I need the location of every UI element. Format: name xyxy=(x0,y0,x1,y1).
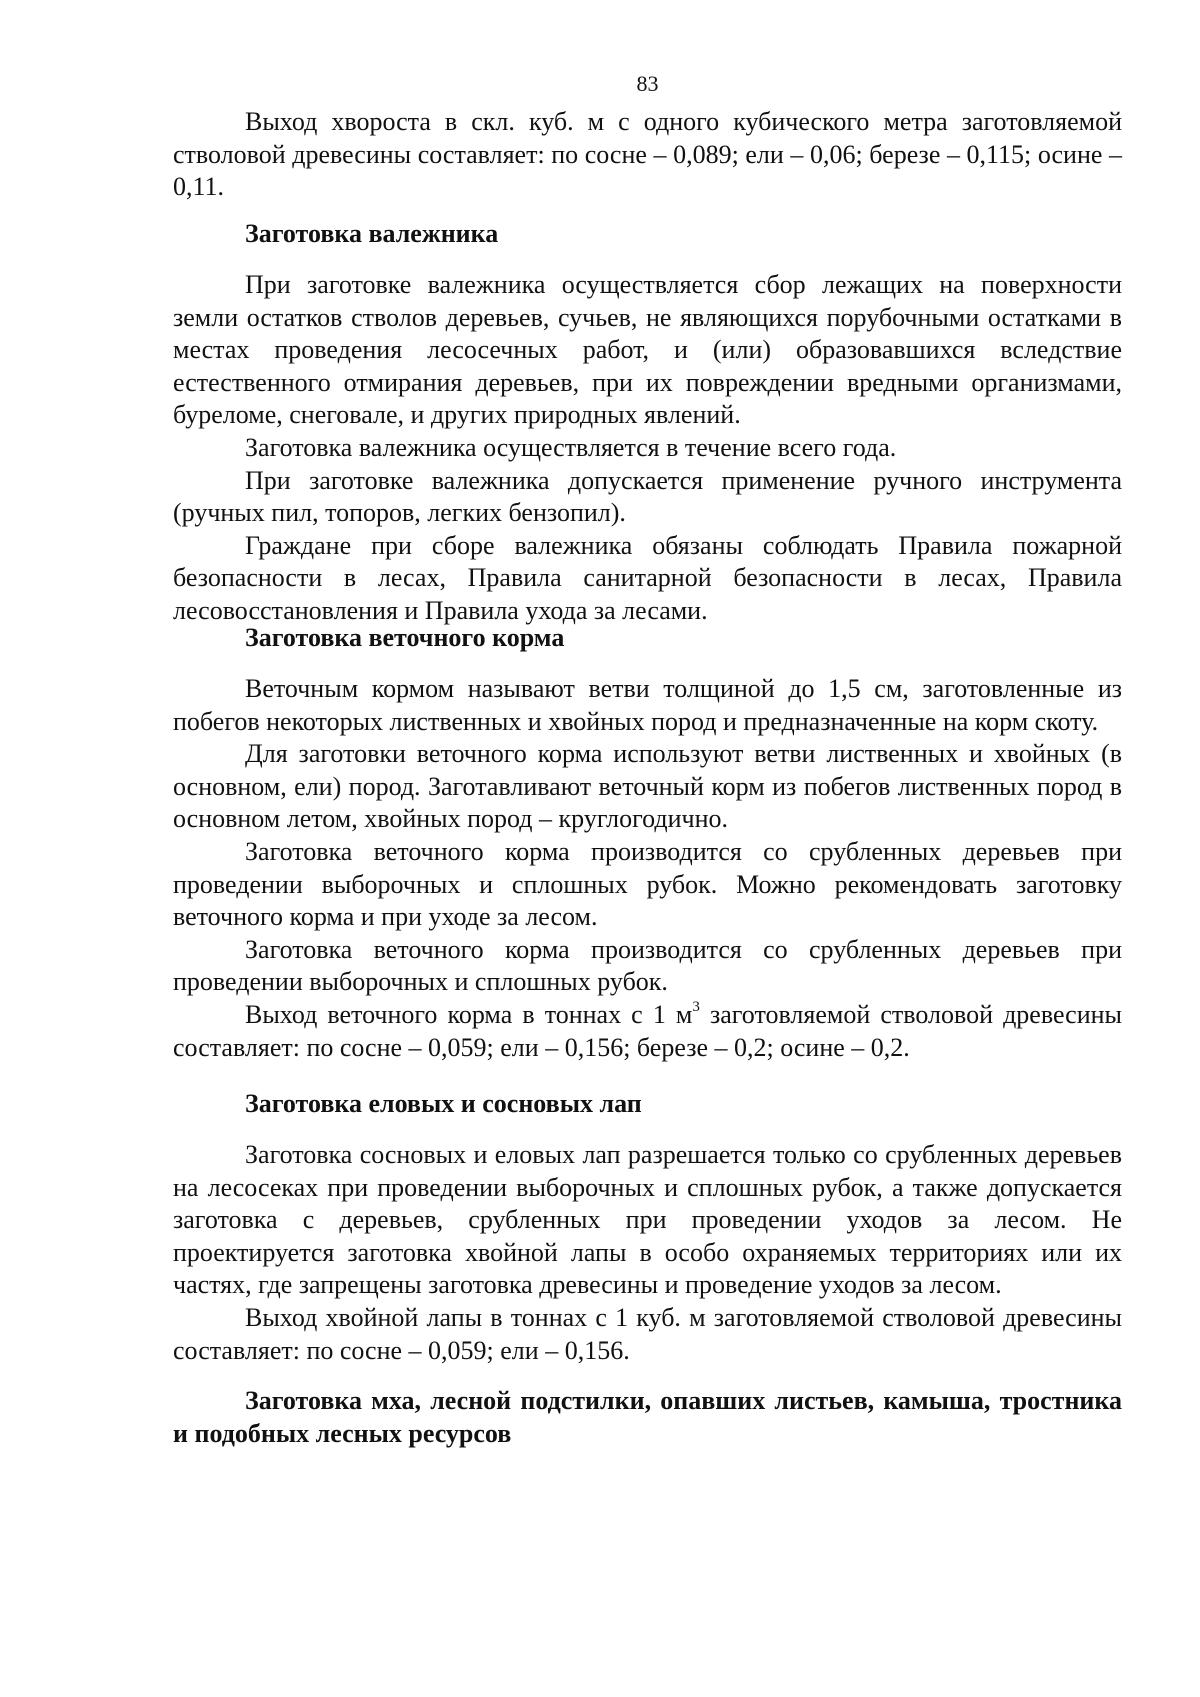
document-page xyxy=(173,0,1122,1697)
section-heading: Заготовка мха, лесной подстилки, опавших листьев, камыша, тростника и подобных лесных ресурсов xyxy=(173,1386,1122,1448)
section-heading: Заготовка еловых и сосновых лап xyxy=(245,1089,642,1118)
paragraph: Заготовка сосновых и еловых лап разрешается только со срубленных деревьев на лесосеках при проведении выборочных и сплошных рубок, а также допускается заготовка с деревьев, срубленных при проведении уходов за лесом. Не проектируется заготовка хвойной лапы в особо охраняемых территориях или их частях, где запрещены заготовка древесины и проведение уходов за лесом. xyxy=(173,1140,1122,1300)
section-deadwood-body xyxy=(173,269,1122,628)
section-conifer-boughs-body xyxy=(173,1139,1122,1367)
paragraph-yield xyxy=(173,999,1122,1064)
paragraph: При заготовке валежника допускается применение ручного инструмента (ручных пил, топоров, легких бензопил). xyxy=(173,465,1122,528)
section-conifer-boughs xyxy=(173,1088,1122,1121)
section-heading: Заготовка веточного корма xyxy=(245,623,565,652)
paragraph: Граждане при сборе валежника обязаны соблюдать Правила пожарной безопасности в лесах, Правила санитарной безопасности в лесах, Правила лесовосстановления и Правила ухода за лесами. xyxy=(173,530,1122,625)
paragraph: Для заготовки веточного корма используют ветви лиственных и хвойных (в основном, ели) пород. Заготавливают веточный корм из побегов лиственных пород в основном летом, хвойных пород – круглогодично. xyxy=(173,739,1122,834)
page-number: 83 xyxy=(636,71,659,96)
paragraph: Заготовка веточного корма производится со срубленных деревьев при проведении выборочных и сплошных рубок. xyxy=(173,934,1122,997)
paragraph: Веточным кормом называют ветви толщиной до 1,5 см, заготовленные из побегов некоторых лиственных и хвойных пород и предназначенные на корм скоту. xyxy=(173,674,1122,736)
section-heading: Заготовка валежника xyxy=(245,219,499,248)
paragraph: Заготовка веточного корма производится со срубленных деревьев при проведении выборочных и сплошных рубок. Можно рекомендовать заготовку веточного корма и при уходе за лесом. xyxy=(173,836,1122,932)
section-branch-fodder xyxy=(173,622,1122,655)
paragraph: Заготовка валежника осуществляется в течение всего года. xyxy=(245,432,897,462)
section-branch-fodder-body xyxy=(173,673,1122,1064)
superscript: 3 xyxy=(692,999,700,1016)
paragraph: При заготовке валежника осуществляется сбор лежащих на поверхности земли остатков стволов деревьев, сучьев, не являющихся порубочными остатками в местах проведения лесосечных работ, и (или) образовавшихся вследствие естественного отмирания деревьев, при их повреждении вредными организмами, буреломе, снеговале, и других природных явлений. xyxy=(173,270,1122,430)
paragraph: Выход хвороста в скл. куб. м с одного кубического метра заготовляемой стволовой древесины составляет: по сосне – 0,089; ели – 0,06; березе – 0,115; осине – 0,11. xyxy=(173,107,1122,202)
section-deadwood xyxy=(173,218,1122,251)
section-intro xyxy=(173,106,1122,204)
section-moss-litter xyxy=(173,1385,1122,1450)
yield-text: заготовляемой стволовой древесины составляет: по сосне – 0,059; ели – 0,156; березе – 0,2; осине – 0,2. xyxy=(173,999,1122,1062)
paragraph: Выход хвойной лапы в тоннах с 1 куб. м заготовляемой стволовой древесины составляет: по сосне – 0,059; ели – 0,156. xyxy=(173,1302,1122,1365)
yield-text: Выход веточного корма в тоннах с 1 м xyxy=(245,999,693,1029)
